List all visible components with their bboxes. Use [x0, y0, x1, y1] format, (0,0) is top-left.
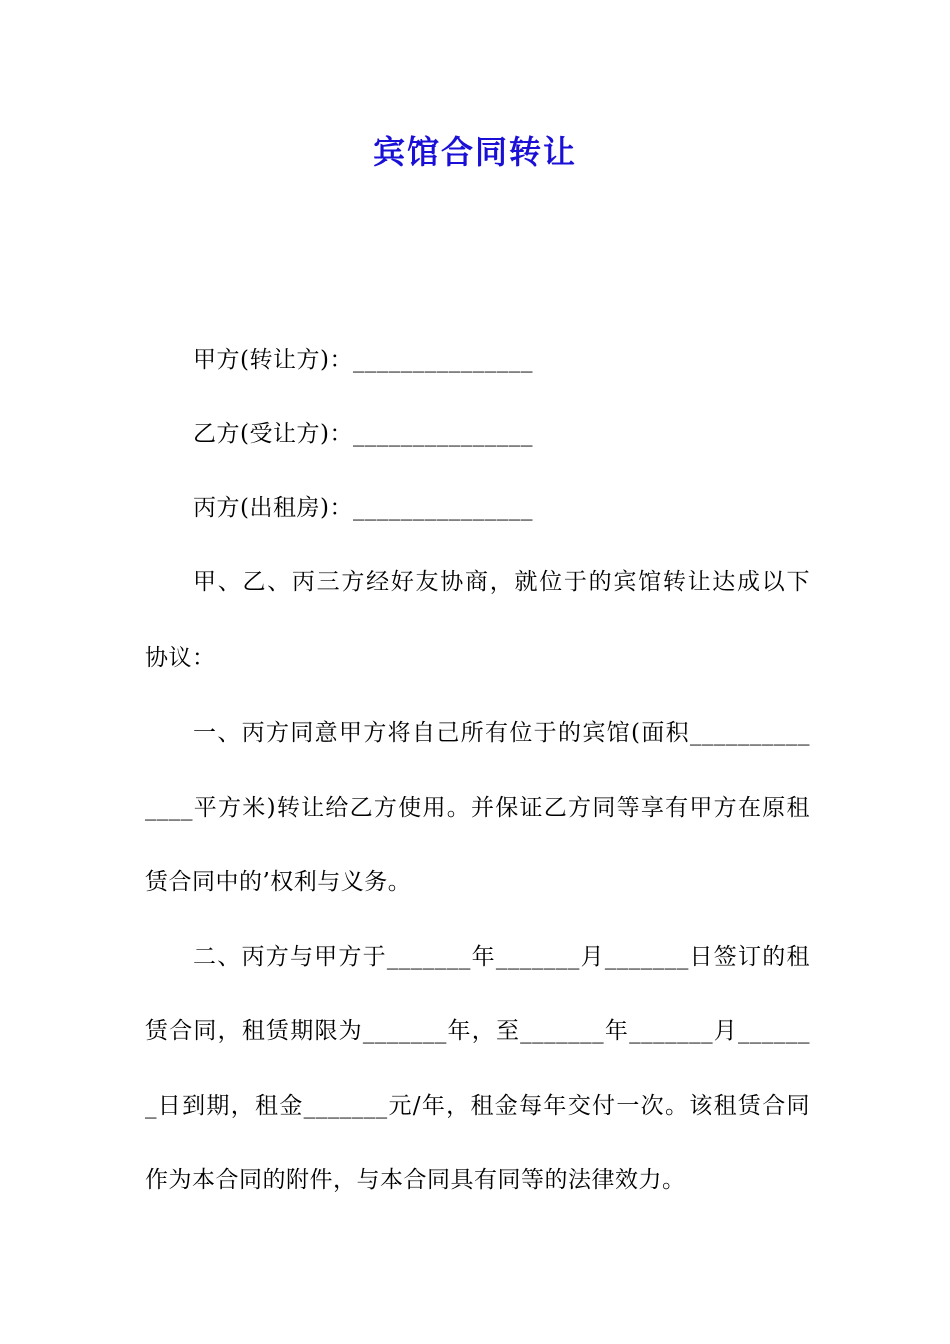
- clause-2-line-3: _日到期，租金_______元/年，租金每年交付一次。该租赁合同: [145, 1093, 810, 1119]
- document-title: 宾馆合同转让: [372, 133, 577, 171]
- clause-2-line-4: 作为本合同的附件，与本合同具有同等的法律效力。: [145, 1167, 686, 1193]
- clause-1-line-2: ____平方米)转让给乙方使用。并保证乙方同等享有甲方在原租: [145, 795, 810, 821]
- clause-1-line-1: 一、丙方同意甲方将自己所有位于的宾馆(面积__________: [193, 720, 810, 746]
- paragraph-intro-line-2: 协议：: [145, 645, 216, 671]
- clause-2-line-1: 二、丙方与甲方于_______年_______月_______日签订的租: [193, 944, 810, 970]
- clause-2-line-2: 赁合同，租赁期限为_______年，至_______年_______月______: [145, 1018, 810, 1044]
- party-a-line: 甲方(转让方)：_______________: [193, 347, 533, 373]
- party-b-line: 乙方(受让方)：_______________: [193, 421, 533, 447]
- clause-1-line-3: 赁合同中的’权利与义务。: [145, 869, 412, 895]
- paragraph-intro-line-1: 甲、乙、丙三方经好友协商，就位于的宾馆转让达成以下: [193, 569, 810, 595]
- party-c-line: 丙方(出租房)：_______________: [193, 495, 533, 521]
